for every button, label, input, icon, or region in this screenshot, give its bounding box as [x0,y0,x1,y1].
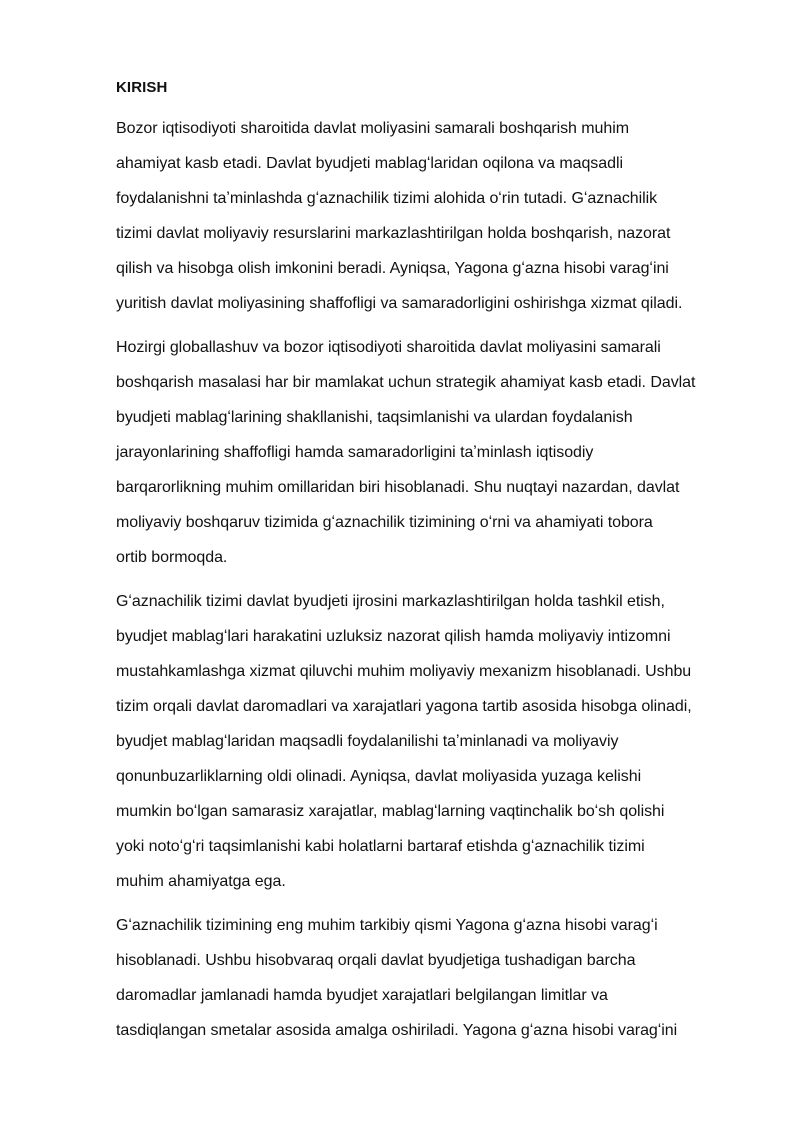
paragraph-2 [116,330,744,575]
text-line: tizimi davlat moliyaviy resurslarini markazlashtirilgan holda boshqarish, nazorat [116,225,671,242]
text-line: qonunbuzarliklarning oldi olinadi. Ayniqsa, davlat moliyasida yuzaga kelishi [116,768,642,785]
text-line: ahamiyat kasb etadi. Davlat byudjeti mablagʻlaridan oqilona va maqsadli [116,155,623,172]
text-line: Hozirgi globallashuv va bozor iqtisodiyoti sharoitida davlat moliyasini samarali [116,339,661,356]
text-line: boshqarish masalasi har bir mamlakat uchun strategik ahamiyat kasb etadi. Davlat [116,374,696,391]
text-line: mumkin boʻlgan samarasiz xarajatlar, mablagʻlarning vaqtinchalik boʻsh qolishi [116,803,665,820]
text-line: foydalanishni taʼminlashda gʻaznachilik tizimi alohida oʻrin tutadi. Gʻaznachilik [116,190,658,207]
text-line: mustahkamlashga xizmat qiluvchi muhim moliyaviy mexanizm hisoblanadi. Ushbu [116,663,692,680]
document-page [116,76,744,1057]
text-line: yuritish davlat moliyasining shaffofligi va samaradorligini oshirishga xizmat qiladi. [116,295,683,312]
text-line: byudjet mablagʻlari harakatini uzluksiz nazorat qilish hamda moliyaviy intizomni [116,628,671,645]
text-line: Gʻaznachilik tizimining eng muhim tarkibiy qismi Yagona gʻazna hisobi varagʻi [116,917,658,934]
paragraph-3 [116,584,744,899]
paragraph-1 [116,111,744,321]
text-line: hisoblanadi. Ushbu hisobvaraq orqali davlat byudjetiga tushadigan barcha [116,952,636,969]
text-line: yoki notoʻgʻri taqsimlanishi kabi holatlarni bartaraf etishda gʻaznachilik tizimi [116,838,645,855]
text-line: qilish va hisobga olish imkonini beradi. Ayniqsa, Yagona gʻazna hisobi varagʻini [116,260,669,277]
text-line: byudjeti mablagʻlarining shakllanishi, taqsimlanishi va ulardan foydalanish [116,409,633,426]
text-line: daromadlar jamlanadi hamda byudjet xarajatlari belgilangan limitlar va [116,987,608,1004]
text-line: byudjet mablagʻlaridan maqsadli foydalanilishi taʼminlanadi va moliyaviy [116,733,619,750]
text-line: muhim ahamiyatga ega. [116,873,286,890]
text-line: tasdiqlangan smetalar asosida amalga oshiriladi. Yagona gʻazna hisobi varagʻini [116,1022,678,1039]
text-line: tizim orqali davlat daromadlari va xarajatlari yagona tartib asosida hisobga olinadi, [116,698,692,715]
text-line: Gʻaznachilik tizimi davlat byudjeti ijrosini markazlashtirilgan holda tashkil etish, [116,593,665,610]
text-line: moliyaviy boshqaruv tizimida gʻaznachilik tizimining oʻrni va ahamiyati tobora [116,514,653,531]
section-heading: KIRISH [116,79,168,96]
text-line: jarayonlarining shaffofligi hamda samaradorligini taʼminlash iqtisodiy [116,444,594,461]
text-line: ortib bormoqda. [116,549,228,566]
text-line: Bozor iqtisodiyoti sharoitida davlat moliyasini samarali boshqarish muhim [116,120,630,137]
text-line: barqarorlikning muhim omillaridan biri hisoblanadi. Shu nuqtayi nazardan, davlat [116,479,680,496]
paragraph-4 [116,908,744,1048]
